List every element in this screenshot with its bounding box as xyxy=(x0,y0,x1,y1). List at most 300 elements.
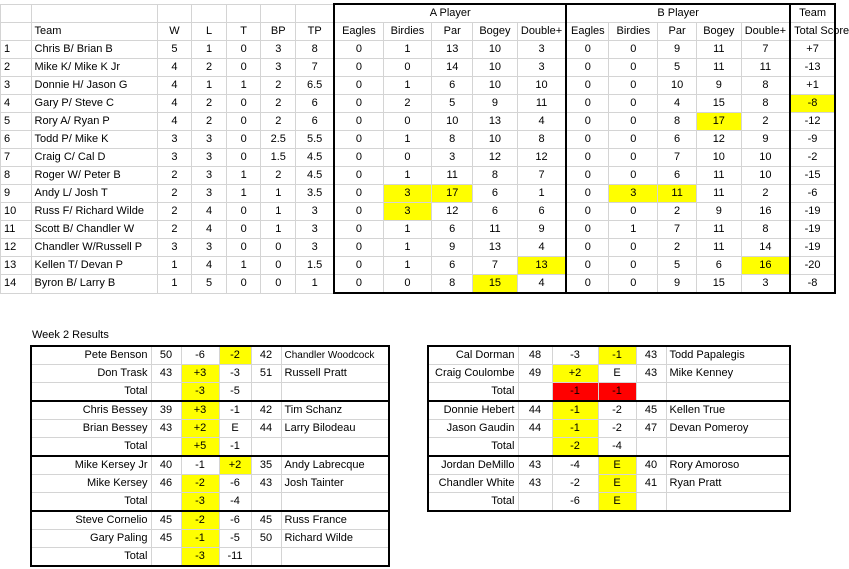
b-player-stat: 0 xyxy=(566,257,609,275)
b-player-stat: 4 xyxy=(658,95,697,113)
opponent-net: -6 xyxy=(219,475,251,493)
player-net: -2 xyxy=(552,438,598,457)
opponent-gross: 45 xyxy=(636,401,666,420)
wins: 3 xyxy=(157,239,192,257)
total-score: -19 xyxy=(790,221,835,239)
player-gross xyxy=(518,383,552,402)
player-name: Donnie Hebert xyxy=(428,401,518,420)
bonus-points: 2 xyxy=(261,167,296,185)
opponent-gross xyxy=(636,383,666,402)
opponent-net: -1 xyxy=(598,383,636,402)
player-gross: 44 xyxy=(518,420,552,438)
a-player-stat: 10 xyxy=(432,113,473,131)
player-gross: 43 xyxy=(518,456,552,475)
a-player-stat: 0 xyxy=(334,257,383,275)
row-number: 10 xyxy=(1,203,32,221)
b-player-stat: 11 xyxy=(696,239,741,257)
team-row xyxy=(1,131,836,149)
b-player-stat: 0 xyxy=(566,167,609,185)
a-player-stat: 0 xyxy=(334,275,383,294)
team-row xyxy=(1,113,836,131)
bonus-points: 1.5 xyxy=(261,149,296,167)
opponent-net: E xyxy=(598,365,636,383)
player-gross: 39 xyxy=(151,401,181,420)
wins: 1 xyxy=(157,257,192,275)
total-row xyxy=(31,438,389,457)
opponent-net: E xyxy=(598,475,636,493)
a-player-stat: 0 xyxy=(334,149,383,167)
row-number: 6 xyxy=(1,131,32,149)
blank-cell xyxy=(1,4,32,23)
opponent-name: Larry Bilodeau xyxy=(281,420,389,438)
team-row xyxy=(1,167,836,185)
losses: 3 xyxy=(192,239,227,257)
total-score: -8 xyxy=(790,95,835,113)
column-header: Bogey xyxy=(473,23,518,41)
bonus-points: 2 xyxy=(261,95,296,113)
ties: 0 xyxy=(226,95,261,113)
a-player-stat: 12 xyxy=(432,203,473,221)
blank-cell xyxy=(281,383,389,402)
b-player-stat: 15 xyxy=(696,275,741,294)
b-player-stat: 8 xyxy=(658,113,697,131)
bonus-points: 2.5 xyxy=(261,131,296,149)
match-row xyxy=(428,401,790,420)
player-net: -3 xyxy=(552,346,598,365)
player-net: -6 xyxy=(181,346,219,365)
wins: 1 xyxy=(157,275,192,294)
opponent-gross: 42 xyxy=(251,401,281,420)
player-gross xyxy=(151,548,181,567)
column-header: T xyxy=(226,23,261,41)
player-name: Jordan DeMillo xyxy=(428,456,518,475)
ties: 1 xyxy=(226,257,261,275)
opponent-gross: 41 xyxy=(636,475,666,493)
a-player-stat: 3 xyxy=(383,185,432,203)
total-row xyxy=(428,493,790,512)
group-header-row xyxy=(1,4,836,23)
b-player-stat: 0 xyxy=(566,185,609,203)
opponent-name: Andy Labrecque xyxy=(281,456,389,475)
player-name: Chandler White xyxy=(428,475,518,493)
b-player-stat: 5 xyxy=(658,59,697,77)
player-name: Don Trask xyxy=(31,365,151,383)
player-gross xyxy=(518,493,552,512)
opponent-net: +2 xyxy=(219,456,251,475)
column-header: Eagles xyxy=(334,23,383,41)
player-net: +3 xyxy=(181,365,219,383)
losses: 1 xyxy=(192,77,227,95)
blank-cell xyxy=(281,493,389,512)
opponent-name: Ryan Pratt xyxy=(666,475,790,493)
team-name: Donnie H/ Jason G xyxy=(31,77,157,95)
b-player-stat: 0 xyxy=(566,59,609,77)
match-row xyxy=(31,346,389,365)
row-number: 11 xyxy=(1,221,32,239)
opponent-gross: 45 xyxy=(251,511,281,530)
team-row xyxy=(1,203,836,221)
b-player-stat: 0 xyxy=(609,131,658,149)
b-player-stat: 10 xyxy=(696,149,741,167)
b-player-stat: 2 xyxy=(741,185,790,203)
a-player-stat: 9 xyxy=(432,239,473,257)
opponent-name: Kellen True xyxy=(666,401,790,420)
match-row xyxy=(31,401,389,420)
group-b-label: B Player xyxy=(566,4,790,23)
bonus-points: 0 xyxy=(261,275,296,294)
team-row xyxy=(1,59,836,77)
team-name: Andy L/ Josh T xyxy=(31,185,157,203)
column-header: W xyxy=(157,23,192,41)
b-player-stat: 0 xyxy=(609,149,658,167)
b-player-stat: 0 xyxy=(609,275,658,294)
a-player-stat: 4 xyxy=(517,113,566,131)
b-player-stat: 0 xyxy=(566,41,609,59)
opponent-gross: 43 xyxy=(636,365,666,383)
a-player-stat: 0 xyxy=(383,149,432,167)
opponent-gross: 35 xyxy=(251,456,281,475)
total-label: Total xyxy=(428,383,518,402)
opponent-name: Richard Wilde xyxy=(281,530,389,548)
player-name: Jason Gaudin xyxy=(428,420,518,438)
blank-cell xyxy=(192,4,227,23)
b-player-stat: 14 xyxy=(741,239,790,257)
opponent-gross: 44 xyxy=(251,420,281,438)
b-player-stat: 0 xyxy=(566,113,609,131)
group-a-label: A Player xyxy=(334,4,566,23)
a-player-stat: 0 xyxy=(334,77,383,95)
team-row xyxy=(1,239,836,257)
b-player-stat: 0 xyxy=(566,95,609,113)
match-row xyxy=(31,420,389,438)
blank-cell xyxy=(666,438,790,457)
team-row xyxy=(1,257,836,275)
blank-cell xyxy=(226,4,261,23)
wins: 2 xyxy=(157,203,192,221)
opponent-name: Chandler Woodcock xyxy=(281,346,389,365)
b-player-stat: 0 xyxy=(566,275,609,294)
total-points: 4.5 xyxy=(296,167,335,185)
opponent-gross: 43 xyxy=(636,346,666,365)
ties: 1 xyxy=(226,167,261,185)
b-player-stat: 17 xyxy=(696,113,741,131)
player-gross: 43 xyxy=(151,365,181,383)
a-player-stat: 7 xyxy=(517,167,566,185)
results-left-table xyxy=(30,345,390,567)
opponent-gross xyxy=(251,438,281,457)
a-player-stat: 3 xyxy=(432,149,473,167)
total-score: -19 xyxy=(790,239,835,257)
a-player-stat: 0 xyxy=(334,203,383,221)
player-gross: 45 xyxy=(151,530,181,548)
total-score: -6 xyxy=(790,185,835,203)
a-player-stat: 13 xyxy=(473,113,518,131)
b-player-stat: 11 xyxy=(696,59,741,77)
total-score: +7 xyxy=(790,41,835,59)
a-player-stat: 10 xyxy=(473,59,518,77)
row-number: 8 xyxy=(1,167,32,185)
player-net: -2 xyxy=(181,511,219,530)
column-header: TP xyxy=(296,23,335,41)
opponent-net: -2 xyxy=(219,346,251,365)
losses: 4 xyxy=(192,221,227,239)
b-player-stat: 15 xyxy=(696,95,741,113)
player-name: Gary Paling xyxy=(31,530,151,548)
b-player-stat: 0 xyxy=(609,167,658,185)
team-row xyxy=(1,77,836,95)
player-net: -1 xyxy=(552,383,598,402)
bonus-points: 1 xyxy=(261,185,296,203)
total-label: Total xyxy=(428,438,518,457)
player-net: -2 xyxy=(181,475,219,493)
a-player-stat: 1 xyxy=(383,41,432,59)
total-points: 5.5 xyxy=(296,131,335,149)
opponent-net: E xyxy=(219,420,251,438)
total-points: 6 xyxy=(296,113,335,131)
row-number: 7 xyxy=(1,149,32,167)
b-player-stat: 7 xyxy=(658,221,697,239)
wins: 4 xyxy=(157,59,192,77)
results-right-table xyxy=(427,345,791,512)
player-name: Mike Kersey xyxy=(31,475,151,493)
b-player-stat: 9 xyxy=(658,41,697,59)
team-row xyxy=(1,41,836,59)
player-gross: 43 xyxy=(151,420,181,438)
bonus-points: 0 xyxy=(261,257,296,275)
b-player-stat: 7 xyxy=(658,149,697,167)
b-player-stat: 11 xyxy=(696,41,741,59)
a-player-stat: 0 xyxy=(334,113,383,131)
team-name: Chandler W/Russell P xyxy=(31,239,157,257)
team-name: Mike K/ Mike K Jr xyxy=(31,59,157,77)
a-player-stat: 0 xyxy=(334,221,383,239)
team-name: Gary P/ Steve C xyxy=(31,95,157,113)
player-gross: 40 xyxy=(151,456,181,475)
a-player-stat: 3 xyxy=(517,59,566,77)
b-player-stat: 10 xyxy=(741,149,790,167)
bonus-points: 1 xyxy=(261,203,296,221)
bonus-points: 3 xyxy=(261,41,296,59)
opponent-net: E xyxy=(598,456,636,475)
a-player-stat: 8 xyxy=(473,167,518,185)
ties: 0 xyxy=(226,41,261,59)
b-player-stat: 11 xyxy=(741,59,790,77)
total-label: Total xyxy=(31,548,151,567)
total-score: -9 xyxy=(790,131,835,149)
blank-cell xyxy=(296,4,335,23)
a-player-stat: 0 xyxy=(334,167,383,185)
b-player-stat: 11 xyxy=(658,185,697,203)
column-header: BP xyxy=(261,23,296,41)
team-row xyxy=(1,221,836,239)
a-player-stat: 12 xyxy=(473,149,518,167)
a-player-stat: 0 xyxy=(383,59,432,77)
blank-cell xyxy=(157,4,192,23)
b-player-stat: 10 xyxy=(741,167,790,185)
opponent-net: -1 xyxy=(219,401,251,420)
opponent-gross: 40 xyxy=(636,456,666,475)
a-player-stat: 0 xyxy=(383,275,432,294)
a-player-stat: 0 xyxy=(334,41,383,59)
opponent-name: Josh Tainter xyxy=(281,475,389,493)
bonus-points: 3 xyxy=(261,59,296,77)
blank-cell xyxy=(31,4,157,23)
b-player-stat: 6 xyxy=(696,257,741,275)
b-player-stat: 9 xyxy=(658,275,697,294)
opponent-gross: 43 xyxy=(251,475,281,493)
opponent-name: Mike Kenney xyxy=(666,365,790,383)
losses: 2 xyxy=(192,59,227,77)
opponent-gross xyxy=(251,383,281,402)
b-player-stat: 9 xyxy=(696,77,741,95)
player-net: -3 xyxy=(181,383,219,402)
standings-table xyxy=(0,3,849,294)
opponent-name: Russ France xyxy=(281,511,389,530)
b-player-stat: 6 xyxy=(658,167,697,185)
column-header: Bogey xyxy=(696,23,741,41)
team-name: Craig C/ Cal D xyxy=(31,149,157,167)
player-gross: 48 xyxy=(518,346,552,365)
player-net: -3 xyxy=(181,548,219,567)
wins: 3 xyxy=(157,131,192,149)
player-name: Craig Coulombe xyxy=(428,365,518,383)
a-player-stat: 1 xyxy=(383,167,432,185)
opponent-gross xyxy=(251,493,281,512)
ties: 0 xyxy=(226,149,261,167)
a-player-stat: 1 xyxy=(383,221,432,239)
total-label: Total xyxy=(31,438,151,457)
total-points: 1.5 xyxy=(296,257,335,275)
total-points: 3.5 xyxy=(296,185,335,203)
player-name: Chris Bessey xyxy=(31,401,151,420)
b-player-stat: 16 xyxy=(741,257,790,275)
total-points: 6 xyxy=(296,95,335,113)
column-header-row xyxy=(1,23,836,41)
b-player-stat: 6 xyxy=(658,131,697,149)
a-player-stat: 2 xyxy=(383,95,432,113)
player-gross xyxy=(518,438,552,457)
total-label: Total xyxy=(31,383,151,402)
opponent-net: -5 xyxy=(219,383,251,402)
b-player-stat: 3 xyxy=(609,185,658,203)
ties: 1 xyxy=(226,185,261,203)
player-gross: 43 xyxy=(518,475,552,493)
row-number: 12 xyxy=(1,239,32,257)
a-player-stat: 0 xyxy=(334,185,383,203)
total-score: -13 xyxy=(790,59,835,77)
total-row xyxy=(31,383,389,402)
b-player-stat: 9 xyxy=(741,131,790,149)
opponent-net: -1 xyxy=(219,438,251,457)
player-gross xyxy=(151,438,181,457)
wins: 2 xyxy=(157,221,192,239)
ties: 1 xyxy=(226,77,261,95)
opponent-gross: 50 xyxy=(251,530,281,548)
a-player-stat: 0 xyxy=(334,59,383,77)
player-net: -1 xyxy=(552,401,598,420)
opponent-net: -2 xyxy=(598,420,636,438)
total-points: 3 xyxy=(296,203,335,221)
row-number: 9 xyxy=(1,185,32,203)
losses: 3 xyxy=(192,185,227,203)
bonus-points: 2 xyxy=(261,113,296,131)
column-header: Birdies xyxy=(383,23,432,41)
match-row xyxy=(428,420,790,438)
a-player-stat: 13 xyxy=(473,239,518,257)
total-score: -8 xyxy=(790,275,835,294)
player-net: -1 xyxy=(552,420,598,438)
a-player-stat: 10 xyxy=(473,131,518,149)
a-player-stat: 4 xyxy=(517,275,566,294)
opponent-name: Rory Amoroso xyxy=(666,456,790,475)
team-score-label: Team xyxy=(790,4,835,23)
b-player-stat: 0 xyxy=(609,77,658,95)
a-player-stat: 10 xyxy=(473,77,518,95)
a-player-stat: 1 xyxy=(383,239,432,257)
a-player-stat: 6 xyxy=(517,203,566,221)
team-row xyxy=(1,275,836,294)
column-header: Double+ xyxy=(517,23,566,41)
a-player-stat: 8 xyxy=(432,131,473,149)
a-player-stat: 10 xyxy=(517,77,566,95)
ties: 0 xyxy=(226,203,261,221)
a-player-stat: 0 xyxy=(383,113,432,131)
player-gross xyxy=(151,493,181,512)
total-score: -12 xyxy=(790,113,835,131)
a-player-stat: 6 xyxy=(432,77,473,95)
column-header: Double+ xyxy=(741,23,790,41)
b-player-stat: 11 xyxy=(696,167,741,185)
a-player-stat: 0 xyxy=(334,95,383,113)
b-player-stat: 2 xyxy=(658,239,697,257)
losses: 3 xyxy=(192,167,227,185)
match-row xyxy=(428,346,790,365)
a-player-stat: 12 xyxy=(517,149,566,167)
a-player-stat: 7 xyxy=(473,257,518,275)
a-player-stat: 11 xyxy=(432,167,473,185)
team-name: Todd P/ Mike K xyxy=(31,131,157,149)
total-points: 6.5 xyxy=(296,77,335,95)
team-name: Chris B/ Brian B xyxy=(31,41,157,59)
b-player-stat: 5 xyxy=(658,257,697,275)
opponent-net: -1 xyxy=(598,346,636,365)
total-points: 4.5 xyxy=(296,149,335,167)
opponent-gross xyxy=(636,493,666,512)
team-name: Byron B/ Larry B xyxy=(31,275,157,294)
a-player-stat: 1 xyxy=(383,77,432,95)
total-row xyxy=(31,493,389,512)
wins: 5 xyxy=(157,41,192,59)
blank-cell xyxy=(281,438,389,457)
player-name: Brian Bessey xyxy=(31,420,151,438)
b-player-stat: 0 xyxy=(566,239,609,257)
team-name: Roger W/ Peter B xyxy=(31,167,157,185)
b-player-stat: 0 xyxy=(609,41,658,59)
player-name: Cal Dorman xyxy=(428,346,518,365)
bonus-points: 0 xyxy=(261,239,296,257)
opponent-gross: 42 xyxy=(251,346,281,365)
player-net: +2 xyxy=(181,420,219,438)
match-row xyxy=(31,456,389,475)
wins: 4 xyxy=(157,77,192,95)
b-player-stat: 11 xyxy=(696,185,741,203)
opponent-net: -3 xyxy=(219,365,251,383)
opponent-net: -5 xyxy=(219,530,251,548)
b-player-stat: 0 xyxy=(609,257,658,275)
losses: 5 xyxy=(192,275,227,294)
team-row xyxy=(1,149,836,167)
player-gross: 45 xyxy=(151,511,181,530)
